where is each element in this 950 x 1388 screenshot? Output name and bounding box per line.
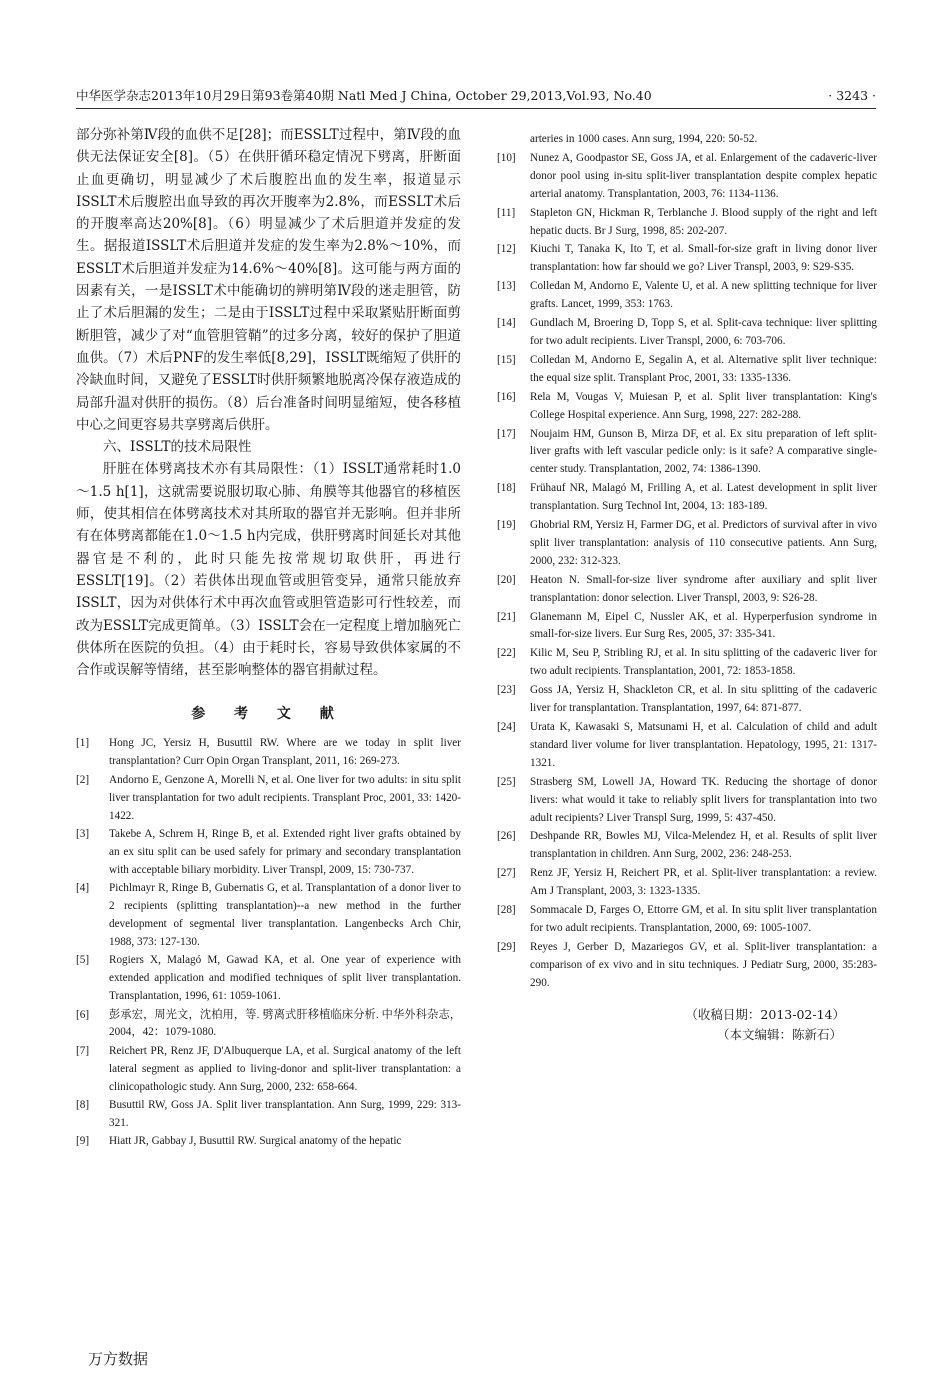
reference-number: [7] [76,1044,90,1057]
journal-citation-line: 中华医学杂志2013年10月29日第93卷第40期 Natl Med J China, October 29,2013,Vol.93, No.40 [76,88,652,103]
reference-item [497,480,877,516]
section-heading-6: 六、ISSLT的技术局限性 [103,439,252,456]
reference-text: Colledan M, Andorno E, Valente U, et al. A new splitting technique for liver grafts. Lancet, 1999, 353: 1763. [530,280,877,311]
reference-text: Colledan M, Andorno E, Segalin A, et al. Alternative split liver technique: the equal size split. Transplant Proc, 2001, 33: 1335-1336. [530,353,877,384]
reference-text: Heaton N. Small-for-size liver syndrome after auxiliary and split liver transplantation: donor selection. Liver Transpl, 2003, 9: S26-28. [530,573,877,604]
reference-number: [5] [76,954,90,967]
reference-item [76,826,461,880]
reference-text: Busuttil RW, Goss JA. Split liver transplantation. Ann Surg, 1999, 229: 313-321. [109,1099,461,1129]
reference-number: [28] [497,904,516,917]
reference-item [497,389,877,425]
reference-item [497,774,877,828]
received-date: （收稿日期：2013-02-14） [685,1006,845,1022]
reference-text: Ghobrial RM, Yersiz H, Farmer DG, et al. Predictors of survival after in vivo split liver transplantation: analysis of 110 consecutive patients. Ann Surg, 2000, 232: 312-323. [530,519,877,567]
reference-text: Urata K, Kawasaki S, Matsunami H, et al. Calculation of child and adult standard liver volume for liver transplantation. Hepatology, 1995, 21: 1317-1321. [530,721,877,769]
reference-text: Andorno E, Genzone A, Morelli N, et al. One liver for two adults: in situ split liver transplantation for two adult recipients. Transplant Proc, 2001, 33: 1420-1422. [109,773,461,822]
reference-item [497,352,877,388]
reference-text: Reichert PR, Renz JF, D'Albuquerque LA, et al. Surgical anatomy of the left lateral segment as applied to living-donor and split-liver transplantation: a clinicopathologic study. Ann Surg, 2000, 232: 658-664. [109,1044,461,1093]
header-divider [76,108,876,109]
reference-item [497,315,877,351]
reference-number: [27] [497,867,516,880]
reference-number: [12] [497,243,516,256]
reference-item [76,1097,461,1133]
reference-text: arteries in 1000 cases. Ann surg, 1994, 220: 50-52. [530,133,758,145]
reference-number: [10] [497,151,516,164]
reference-item [497,939,877,993]
reference-item [497,902,877,938]
reference-item [76,772,461,826]
reference-list-right [497,150,877,993]
reference-item [76,880,461,952]
reference-item [497,278,877,314]
reference-item [497,241,877,277]
reference-item [497,719,877,773]
reference-text: Reyes J, Gerber D, Mazariegos GV, et al. Split-liver transplantation: a comparison of ex vivo and in situ techniques. J Pediatr Surg, 2000, 35:283-290. [530,940,877,989]
reference-item [76,1007,461,1043]
reference-number: [2] [76,773,90,786]
reference-number: [19] [497,519,516,532]
database-watermark: 万方数据 [88,1350,149,1368]
reference-item [497,426,877,480]
reference-item [497,572,877,608]
reference-text: Kilic M, Seu P, Stribling RJ, et al. In situ splitting of the cadaveric liver for two adult recipients. Transplantation, 2001, 72: 1853-1858. [530,647,877,678]
reference-item [76,735,461,771]
page-number: · 3243 · [828,88,876,103]
reference-number: [11] [497,206,516,219]
reference-number: [21] [497,610,516,623]
reference-text: Deshpande RR, Bowles MJ, Vilca-Melendez H, et al. Results of split liver transplantation in children. Ann Surg, 2002, 236: 248-253. [530,830,877,861]
reference-item [497,645,877,681]
right-column [497,131,877,1045]
reference-text: 彭承宏，周光文，沈柏用，等. 劈离式肝移植临床分析. 中华外科杂志，2004，42：1079-1080. [109,1008,461,1039]
reference-item [76,1043,461,1097]
reference-text: Nunez A, Goodpastor SE, Goss JA, et al. Enlargement of the cadaveric-liver donor pool using in-situ split-liver transplantation despite complex hepatic arterial anatomy. Transplantation, 2003, 76: 1134-1136. [530,151,877,200]
reference-item [497,682,877,718]
reference-text: Pichlmayr R, Ringe B, Gubernatis G, et al. Transplantation of a donor liver to 2 recipients (splitting transplantation)--a new method in the further development of segmental liver transplantation. Langenbecks Arch Chir, 1988, 373: 127-130. [109,882,461,948]
reference-text: Hong JC, Yersiz H, Busuttil RW. Where are we today in split liver transplantation? Curr Opin Organ Transplant, 2011, 16: 269-273. [109,737,461,768]
reference-number: [25] [497,775,516,788]
reference-number: [13] [497,280,516,293]
references-title: 参 考 文 献 [191,706,346,723]
reference-number: [3] [76,827,90,840]
reference-text: Goss JA, Yersiz H, Shackleton CR, et al. In situ splitting of the cadaveric liver for transplantation. Transplantation, 1997, 64: 871-877. [530,684,877,715]
reference-item [497,609,877,645]
reference-item [497,517,877,571]
reference-list-left [76,735,461,1151]
reference-text: Gundlach M, Broering D, Topp S, et al. Split-cava technique: liver splitting for two adult recipients. Liver Transpl, 2000, 6: 703-706. [530,317,877,347]
reference-item [497,150,877,204]
reference-text: Renz JF, Yersiz H, Reichert PR, et al. Split-liver transplantation: a review. Am J Transplant, 2003, 3: 1323-1335. [530,867,877,898]
reference-text: Rogiers X, Malagó M, Gawad KA, et al. One year of experience with extended application and modified techniques of split liver transplantation. Transplantation, 1996, 61: 1059-1061. [109,954,461,1003]
reference-text: Kiuchi T, Tanaka K, Ito T, et al. Small-for-size graft in living donor liver transplantation: how far should we go? Liver Transpl, 2003, 9: S29-S35. [530,243,877,274]
reference-number: [4] [76,882,90,895]
reference-number: [14] [497,317,516,330]
reference-number: [17] [497,427,516,440]
reference-item [76,1133,461,1151]
reference-number: [29] [497,940,516,953]
reference-number: [16] [497,390,516,403]
reference-text: Noujaim HM, Gunson B, Mirza DF, et al. Ex situ preparation of left split-liver grafts with left vascular pedicle only: is it safe? A comparative single-center study. Transplantation, 2002, 74: 1386-1390. [530,427,877,476]
reference-number: [20] [497,573,516,586]
body-paragraph-1: 部分弥补第Ⅳ段的血供不足[28]；而ESSLT过程中，第Ⅳ段的血供无法保证安全[8]。（5）在供肝循环稳定情况下劈离，肝断面止血更确切，明显减少了术后腹腔出血的发生率，报道显示ISSLT术后腹腔出血导致的再次开腹率为2.8%，而ESSLT术后的开腹率高达20%[8]。（6）明显减少了术后胆道并发症的发生。据报道ISSLT术后胆道并发症的发生率为2.8%～10%，而ESSLT术后胆道并发症为14.6%～40%[8]。这可能与两方面的因素有关，一是ISSLT术中能确切的辨明第Ⅳ段的迷走胆管，防止了术后胆漏的发生；二是由于ISSLT过程中采取紧贴肝断面剪断胆管，减少了对“血管胆管鞘”的过多分离，较好的保护了胆道血供。（7）术后PNF的发生率低[8,29]，ISSLT既缩短了供肝的冷缺血时间，又避免了ESSLT时供肝频繁地脱离冷保存液造成的局部升温对供肝的损伤。（8）后台准备时间明显缩短，使各移植中心之间更容易共享劈离后供肝。 [76,127,461,433]
left-column [76,124,461,1152]
reference-text: Sommacale D, Farges O, Ettorre GM, et al. In situ split liver transplantation for two adult recipients. Transplantation, 2000, 69: 1005-1007. [530,904,877,934]
reference-number: [26] [497,830,516,843]
reference-number: [1] [76,737,90,750]
reference-item [497,205,877,241]
reference-text: Strasberg SM, Lowell JA, Howard TK. Reducing the shortage of donor livers: what would it take to reliably split livers for transplantation into two adult recipients? Liver Transpl Surg, 1999, 5: 437-450. [530,775,877,824]
reference-number: [22] [497,647,516,660]
reference-number: [6] [76,1008,90,1021]
reference-item [76,952,461,1006]
reference-text: Glanemann M, Eipel C, Nussler AK, et al. Hyperperfusion syndrome in small-for-size livers. Eur Surg Res, 2005, 37: 335-341. [530,610,877,641]
running-header [76,87,876,109]
reference-text: Takebe A, Schrem H, Ringe B, et al. Extended right liver grafts obtained by an ex situ split can be used safely for primary and secondary transplantation with acceptable biliary morbidity. Liver Transpl, 2009, 15: 730-737. [109,827,461,876]
reference-number: [8] [76,1099,90,1112]
reference-text: Stapleton GN, Hickman R, Terblanche J. Blood supply of the right and left hepatic ducts. Br J Surg, 1998, 85: 202-207. [530,206,877,237]
reference-number: [15] [497,353,516,366]
reference-text: Hiatt JR, Gabbay J, Busuttil RW. Surgical anatomy of the hepatic [109,1135,402,1148]
reference-text: Frühauf NR, Malagó M, Frilling A, et al. Latest development in split liver transplantation. Surg Technol Int, 2004, 13: 183-189. [530,482,877,513]
reference-continuation [497,131,877,149]
editor-note: （本文编辑：陈新石） [716,1026,842,1042]
reference-number: [24] [497,721,516,733]
reference-number: [23] [497,684,516,697]
reference-number: [9] [76,1135,90,1148]
body-paragraph-2: 肝脏在体劈离技术亦有其局限性：（1）ISSLT通常耗时1.0～1.5 h[1]，这就需要说服切取心肺、角膜等其他器官的移植医师，使其相信在体劈离技术对其所取的器官并无影响。但并非所有在体劈离都能在1.0～1.5 h内完成，供肝劈离时间延长对其他器官是不利的，此时只能先按常规切取供肝，再进行ESSLT[19]。（2）若供体出现血管或胆管变异，通常只能放弃ISSLT，因为对供体行术中再次血管或胆管造影可行性较差，而改为ESSLT完成更简单。（3）ISSLT会在一定程度上增加脑死亡供体所在医院的负担。（4）由于耗时长，容易导致供体家属的不合作或误解等情绪，甚至影响整体的器官捐献过程。 [76,461,461,679]
reference-text: Rela M, Vougas V, Muiesan P, et al. Split liver transplantation: King's College Hospital experience. Ann Surg, 1998, 227: 282-288. [530,390,877,421]
reference-item [497,828,877,864]
reference-item [497,865,877,901]
reference-number: [18] [497,482,516,495]
